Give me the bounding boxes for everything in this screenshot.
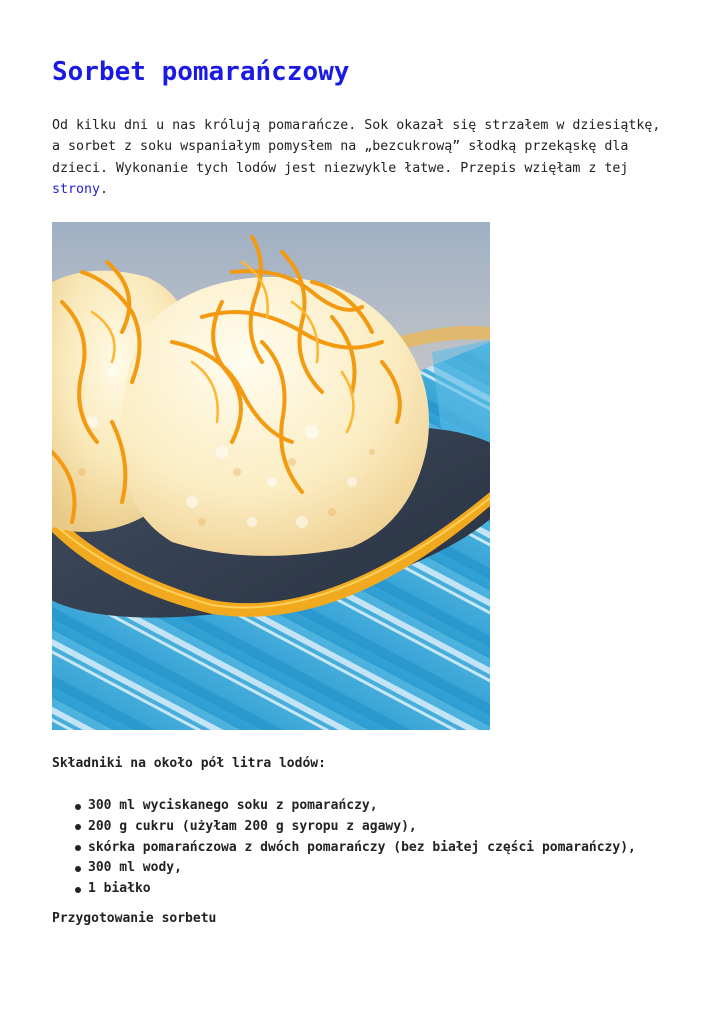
source-link[interactable]: strony <box>52 181 101 197</box>
intro-text: Od kilku dni u nas królują pomarańcze. Sok okazał się strzałem w dziesiątkę, a sorbet z soku wspaniałym pomysłem na „bezcukrową” słodką przekąskę dla dzieci. Wykonanie tych lodów jest niezwykle łatwe. Przepis wzięłam z tej <box>52 118 661 176</box>
list-item: skórka pomarańczowa z dwóch pomarańczy (bez białej części pomarańczy), <box>52 838 636 859</box>
ingredients-heading: Składniki na około pół litra lodów: <box>52 756 326 771</box>
preparation-heading: Przygotowanie sorbetu <box>52 911 217 926</box>
list-item: 1 białko <box>52 879 636 900</box>
list-item: 200 g cukru (użyłam 200 g syropu z agawy), <box>52 817 636 838</box>
intro-end: . <box>100 181 109 197</box>
ingredients-list <box>52 796 636 900</box>
list-item: 300 ml wody, <box>52 858 636 879</box>
intro-paragraph <box>52 115 672 200</box>
list-item: 300 ml wyciskanego soku z pomarańczy, <box>52 796 636 817</box>
page-title: Sorbet pomarańczowy <box>52 57 350 87</box>
sorbet-photo <box>52 222 490 730</box>
